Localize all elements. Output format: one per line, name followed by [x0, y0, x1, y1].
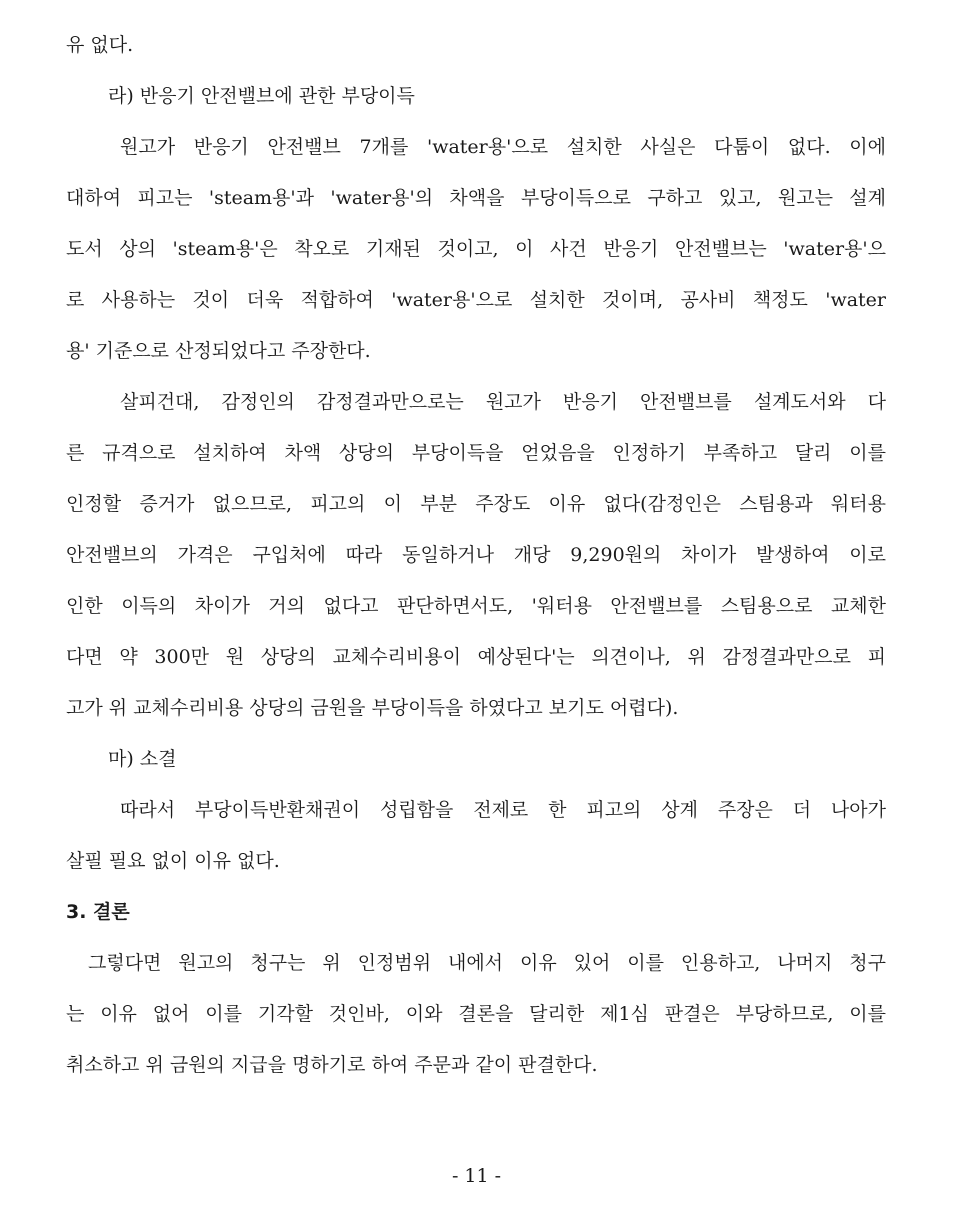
text-line: 른 규격으로 설치하여 차액 상당의 부당이득을 얻었음을 인정하기 부족하고 달리 이를 [66, 442, 886, 464]
section-heading: 라) 반응기 안전밸브에 관한 부당이득 [108, 85, 415, 107]
text-line: 는 이유 없어 이를 기각할 것인바, 이와 결론을 달리한 제1심 판결은 부당하므로, 이를 [66, 1003, 886, 1025]
text-line: 로 사용하는 것이 더욱 적합하여 'water용'으로 설치한 것이며, 공사비 책정도 'water [66, 289, 886, 311]
text-line: 그렇다면 원고의 청구는 위 인정범위 내에서 이유 있어 이를 인용하고, 나머지 청구 [88, 952, 886, 974]
section-heading: 마) 소결 [108, 748, 177, 770]
text-line: 따라서 부당이득반환채권이 성립함을 전제로 한 피고의 상계 주장은 더 나아가 [120, 799, 886, 821]
text-line: 취소하고 위 금원의 지급을 명하기로 하여 주문과 같이 판결한다. [66, 1054, 598, 1076]
text-line: 다면 약 300만 원 상당의 교체수리비용이 예상된다'는 의견이나, 위 감정결과만으로 피 [66, 646, 886, 668]
text-line: 고가 위 교체수리비용 상당의 금원을 부당이득을 하였다고 보기도 어렵다). [66, 697, 679, 719]
text-line: 도서 상의 'steam용'은 착오로 기재된 것이고, 이 사건 반응기 안전밸브는 'water용'으 [66, 238, 886, 260]
text-line: 원고가 반응기 안전밸브 7개를 'water용'으로 설치한 사실은 다툼이 없다. 이에 [120, 136, 886, 158]
page-number: - 11 - [451, 1165, 502, 1187]
text-line: 인한 이득의 차이가 거의 없다고 판단하면서도, '워터용 안전밸브를 스팀용으로 교체한 [66, 595, 886, 617]
text-line: 유 없다. [66, 34, 134, 56]
text-line: 인정할 증거가 없으므로, 피고의 이 부분 주장도 이유 없다(감정인은 스팀용과 워터용 [66, 493, 886, 515]
conclusion-heading: 3. 결론 [66, 901, 130, 923]
text-line: 안전밸브의 가격은 구입처에 따라 동일하거나 개당 9,290원의 차이가 발생하여 이로 [66, 544, 886, 566]
text-line: 용' 기준으로 산정되었다고 주장한다. [66, 340, 371, 362]
text-line: 살피건대, 감정인의 감정결과만으로는 원고가 반응기 안전밸브를 설계도서와 다 [120, 391, 886, 413]
text-line: 살필 필요 없이 이유 없다. [66, 850, 280, 872]
text-line: 대하여 피고는 'steam용'과 'water용'의 차액을 부당이득으로 구하고 있고, 원고는 설계 [66, 187, 886, 209]
